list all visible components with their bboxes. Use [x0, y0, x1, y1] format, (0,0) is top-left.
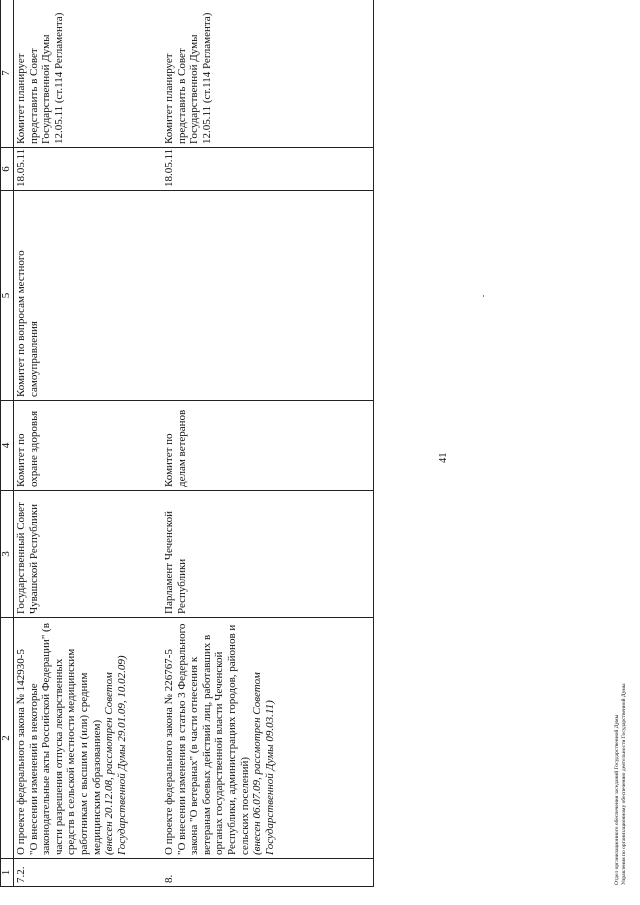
footer-department: Отдел организационного обеспечения заседаний Государственной Думы: [614, 714, 620, 885]
initiator-cell: Парламент Чеченской Республики: [162, 491, 374, 618]
table-row: [162, 0, 374, 887]
column-header: 2: [1, 618, 14, 859]
table-row: [14, 0, 163, 887]
bill-note: (внесен 20.12.08, рассмотрен Советом Государственной Думы 29.01.09, 10.02.09): [103, 655, 128, 855]
status-cell: Комитет планирует представить в Совет Государственной Думы 12.05.11 (ст.114 Регламента): [162, 0, 374, 148]
status-cell: Комитет планирует представить в Совет Государственной Думы 12.05.11 (ст.114 Регламента): [14, 0, 163, 148]
page-number: 41: [438, 452, 449, 463]
committee-cell: Комитет по охране здоровья: [14, 401, 163, 491]
co-committee-cell: Комитет по вопросам местного самоуправления: [14, 191, 163, 401]
date-cell: 18.05.11: [162, 148, 374, 191]
bill-title: О проекте федерального закона № 226767-5: [163, 649, 175, 855]
scan-speck: [483, 295, 484, 297]
initiator-cell: Государственный Совет Чувашской Республики: [14, 491, 163, 618]
bill-description: "О внесении изменений в некоторые законодательные акты Российской Федерации" (в части разрешения отпуска лекарственных средств в сельской местности медицинским работникам с высшим и (или) средним медицинским образованием): [27, 623, 103, 855]
column-header: 5: [1, 191, 14, 401]
column-header: 7: [1, 0, 14, 148]
bill-cell: [162, 618, 374, 859]
bill-description: "О внесении изменения в статью 3 Федерального закона "О ветеранах" (в части отнесения к ветеранам боевых действий лиц, работавших в органах государственной власти Чеченской Республики, администрациях городов, районов и сельских поселений): [175, 623, 251, 855]
item-number: 7.2.: [14, 859, 163, 887]
column-header: 3: [1, 491, 14, 618]
bill-title: О проекте федерального закона № 142930-5: [15, 649, 27, 855]
co-committee-cell: [162, 191, 374, 401]
date-cell: 18.05.11: [14, 148, 163, 191]
column-header: 1: [1, 859, 14, 887]
bill-note: (внесен 06.07.09, рассмотрен Советом Государственной Думы 09.03.11): [251, 672, 276, 855]
column-header: 4: [1, 401, 14, 491]
column-header: 6: [1, 148, 14, 191]
bill-cell: [14, 618, 163, 859]
item-number: 8.: [162, 859, 374, 887]
footer-directorate: Управления по организационному обеспечению деятельности Государственной Думы: [621, 683, 627, 885]
table-header-row: [1, 0, 14, 887]
committee-cell: Комитет по делам ветеранов: [162, 401, 374, 491]
